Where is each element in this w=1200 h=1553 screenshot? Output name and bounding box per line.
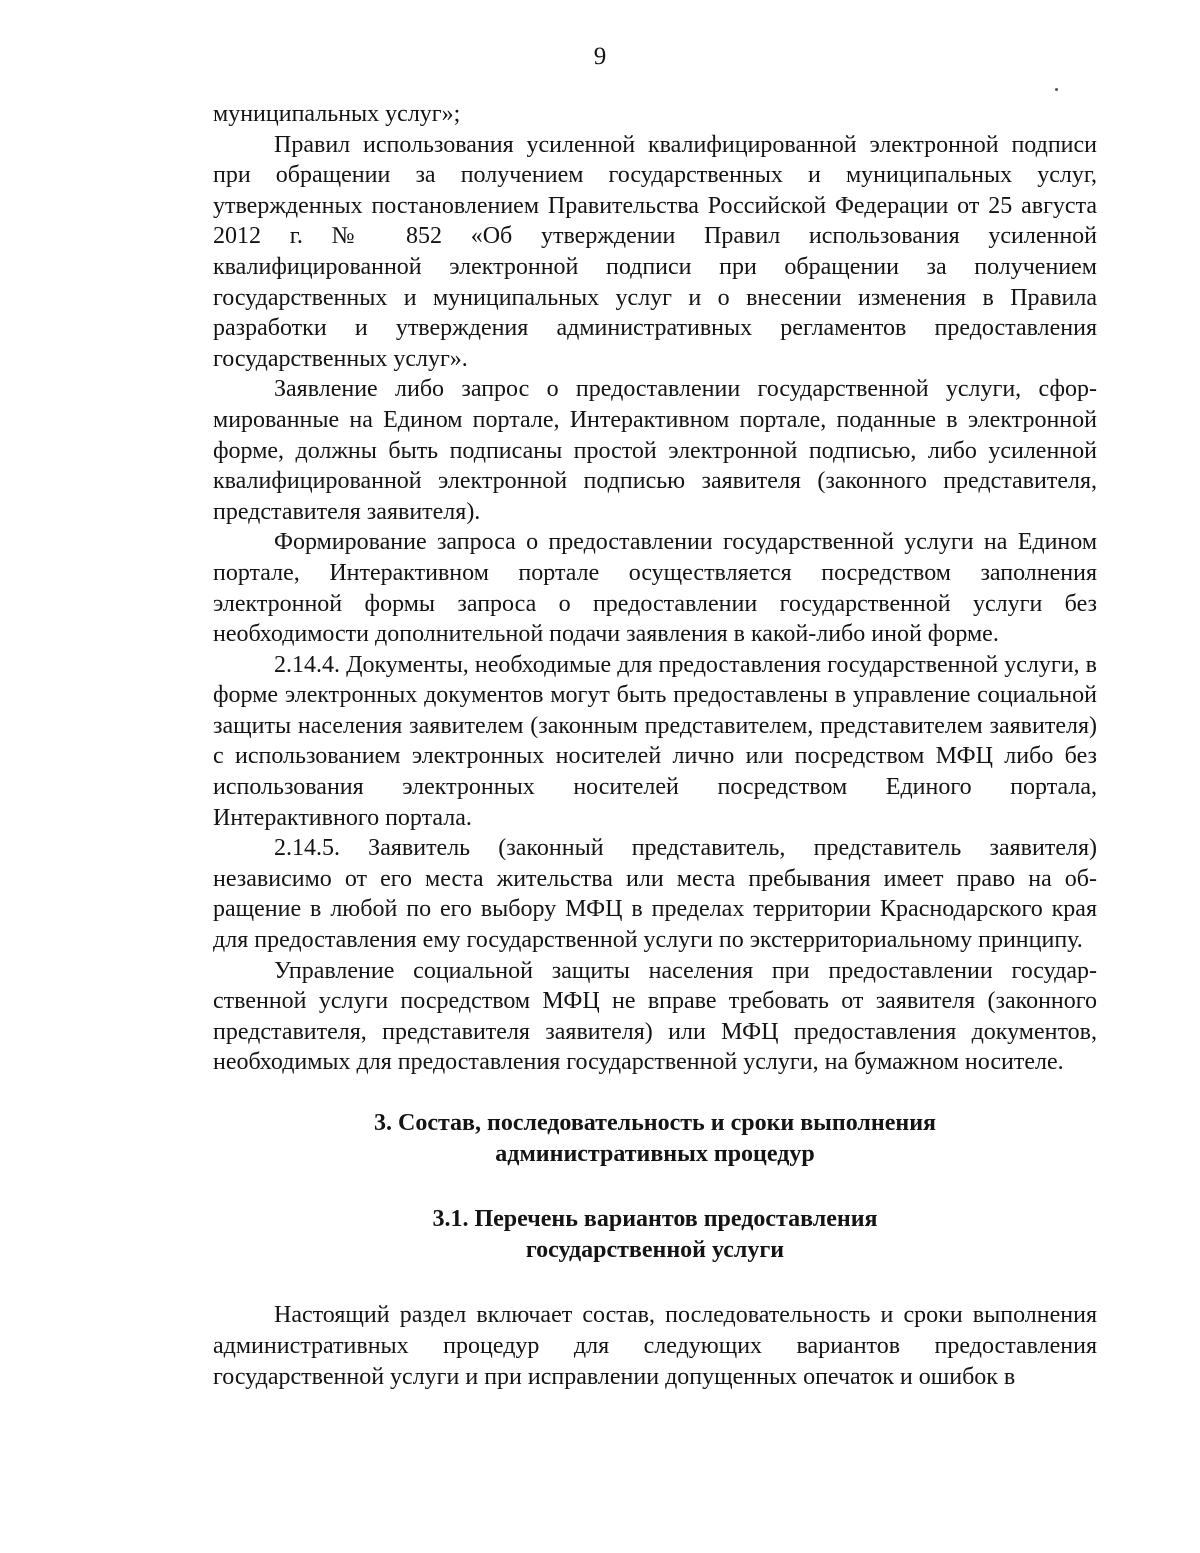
page-number: 9 [593,43,607,70]
section-3-1-heading-line-2: государственной услуги [525,1236,785,1263]
section-3-1-heading-line-1: 3.1. Перечень вариантов предоставления [432,1206,878,1233]
paragraph-continuation: муниципальных услуг»; [213,101,461,127]
document-body [213,99,1097,1392]
paragraph-request-forming: Формирование запроса о предоставлении государственной услуги на Едином портале, Интерактивном портале осуществляется посредством заполнения электронной формы запроса о предоставлении государственной услуги без необходимости дополнительной подачи заявления в какой-либо иной форме. [213,529,1097,648]
paragraph-signature-rules: Правил использования усиленной квалифицированной электронной подписи при обращении за получением государственных и муниципальных услуг, утвержденных постановлением Правительства Российской Федерации от 25 августа 2012 г. № 852 «Об утверждении Правил использования усиленной квалифицированной электронной подписи при обращении за получением государственных и муниципальных услуг и о внесении изменения в Правила разработки и утверждения административных регламентов предоставления государственных услуг». [213,131,1097,372]
section-3-heading-line-2: административных процедур [495,1140,815,1167]
section-3-1-heading [213,1204,1097,1265]
section-3-heading-line-1: 3. Состав, последовательность и сроки выполнения [373,1110,937,1136]
paragraph-mfc-requirements: Управление социальной защиты населения при предоставлении государственной услуги посредством МФЦ не вправе требовать от заявителя (законного представителя, представителя заявителя) или МФЦ предоставления документов, необходимых для предоставления государственной услуги, на бумажном носителе. [213,957,1097,1076]
paragraph-2-14-4: 2.14.4. Документы, необходимые для предоставления государственной услуги, в форме электронных документов могут быть предоставлены в управление социальной защиты населения заявителем (законным представителем, представителем заявителя) с использованием электронных носителей лично или посредством МФЦ либо без использования электронных носителей посредством Единого портала, Интерактивного портала. [213,651,1097,831]
section-3-heading [213,1108,1097,1169]
paragraph-application-signing: Заявление либо запрос о предоставлении государственной услуги, сформированные на Едином портале, Интерактивном портале, поданные в электронной форме, должны быть подписаны простой электронной подписью, либо усиленной квалифицированной электронной подписью заявителя (законного представителя, представителя заявителя). [213,376,1097,525]
scan-speck [1055,88,1058,91]
paragraph-2-14-5: 2.14.5. Заявитель (законный представитель, представитель заявителя) независимо от его места жительства или места пребывания имеет право на обращение в любой по его выбору МФЦ в пределах территории Краснодарского края для предоставления ему государственной услуги по экстерриториальному принципу. [213,835,1097,954]
paragraph-section-intro: Настоящий раздел включает состав, последовательность и сроки выполнения административных процедур для следующих вариантов предоставления государственной услуги и при исправлении допущенных опечаток и ошибок в [213,1302,1097,1390]
